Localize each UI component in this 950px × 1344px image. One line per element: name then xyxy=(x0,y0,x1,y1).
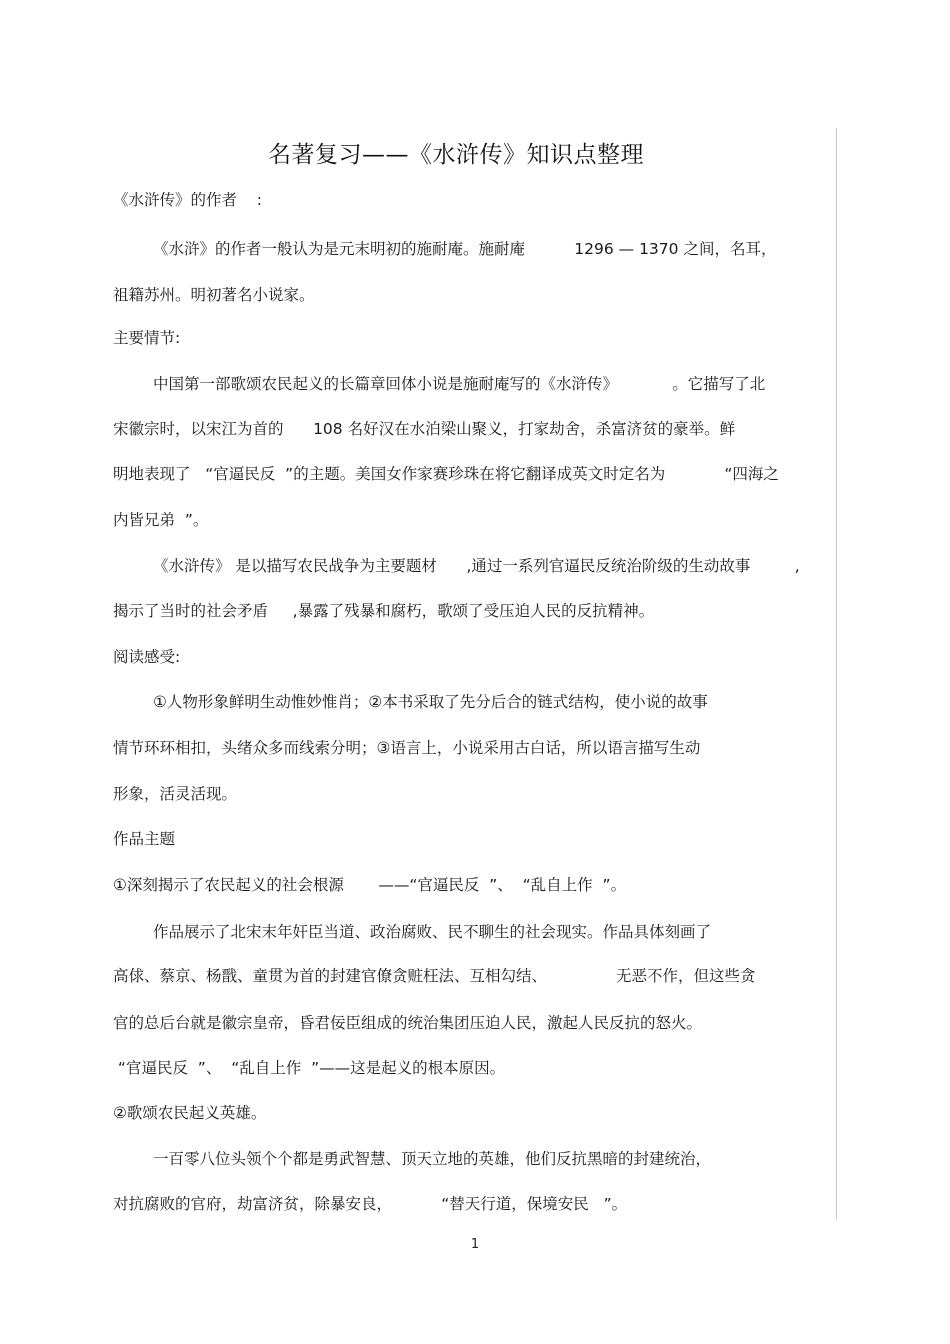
plot-heading: 主要情节: xyxy=(113,329,181,347)
paragraph-line: 对抗腐败的官府，劫富济贫，除暴安良， “替天行道，保境安民 ”。 xyxy=(113,1195,628,1213)
paragraph-line: 形象，活灵活现。 xyxy=(113,785,238,803)
author-heading: 《水浒传》的作者 : xyxy=(113,191,262,209)
paragraph-line: 一百零八位头领个个都是勇武智慧、顶天立地的英雄，他们反抗黑暗的封建统治， xyxy=(153,1150,712,1168)
paragraph-line: ①人物形象鲜明生动惟妙惟肖；②本书采取了先分后合的链式结构，使小说的故事 xyxy=(153,693,708,711)
paragraph-line: 《水浒》的作者一般认为是元末明初的施耐庵。施耐庵 1296 — 1370 之间，名耳， xyxy=(153,240,777,258)
paragraph-line: 《水浒传》 是以描写农民战争为主要题材 ,通过一系列官逼民反统治阶级的生动故事 , xyxy=(153,557,800,575)
paragraph-line: 中国第一部歌颂农民起义的长篇章回体小说是施耐庵写的《水浒传》 。它描写了北 xyxy=(153,375,766,393)
paragraph-line: 情节环环相扣，头绪众多而线索分明；③语言上，小说采用古白话，所以语言描写生动 xyxy=(113,739,701,757)
paragraph-line: 内皆兄弟 ”。 xyxy=(113,511,209,529)
theme-point-1: ①深刻揭示了农民起义的社会根源 ——“官逼民反 ”、 “乱自上作 ”。 xyxy=(113,876,627,894)
paragraph-line: 揭示了当时的社会矛盾 ,暴露了残暴和腐朽，歌颂了受压迫人民的反抗精神。 xyxy=(113,602,655,620)
page-number: 1 xyxy=(470,1237,480,1252)
paragraph-line: 明地表现了 “官逼民反 ”的主题。美国女作家赛珍珠在将它翻译成英文时定名为 “四海之 xyxy=(113,465,779,483)
paragraph-line: “官逼民反 ”、 “乱自上作 ”——这是起义的根本原因。 xyxy=(113,1059,506,1077)
reading-heading: 阅读感受: xyxy=(113,648,181,666)
page-title: 名著复习——《水浒传》知识点整理 xyxy=(268,142,644,168)
paragraph-line: 宋徽宗时，以宋江为首的 108 名好汉在水泊梁山聚义，打家劫舍，杀富济贫的豪举。鲜 xyxy=(113,420,736,438)
paragraph-line: 祖籍苏州。明初著名小说家。 xyxy=(113,286,315,304)
theme-heading: 作品主题 xyxy=(113,830,176,848)
paragraph-line: 高俅、蔡京、杨戬、童贯为首的封建官僚贪赃枉法、互相勾结、 无恶不作，但这些贪 xyxy=(113,967,756,985)
theme-point-2: ②歌颂农民起义英雄。 xyxy=(113,1104,267,1122)
paragraph-line: 官的总后台就是徽宗皇帝，昏君佞臣组成的统治集团压迫人民，激起人民反抗的怒火。 xyxy=(113,1014,703,1032)
margin-rule xyxy=(836,128,837,1220)
paragraph-line: 作品展示了北宋末年奸臣当道、政治腐败、民不聊生的社会现实。作品具体刻画了 xyxy=(153,923,712,941)
